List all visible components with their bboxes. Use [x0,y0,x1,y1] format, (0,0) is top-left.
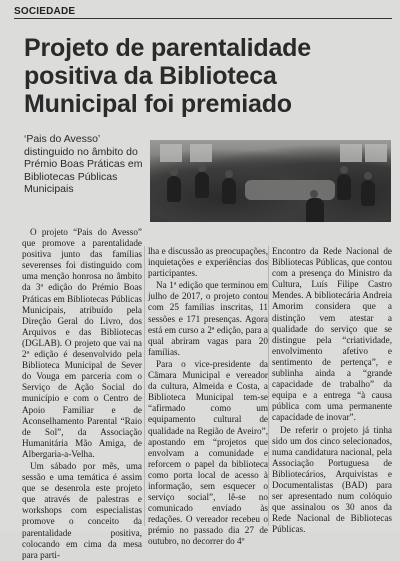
paragraph: O projeto “Pais do Avesso” que promove a parentalidade positiva junto das famílias severenses foi distinguido com uma menção honrosa no âmbito da 3ª edição do Prémio Boas Práticas em Bibliotecas Públicas Municipais, atribuído pela Direção Geral do Livro, dos Arquivos e das Bibliotecas (DGLAB). O projeto que vai na 2ª edição é desenvolvido pela Biblioteca Municipal de Sever do Vouga em parceria com o Serviço de Ação Social do município e com o Centro de Apoio Familiar e de Aconselhamento Parental “Raio de Sol”, da Associação Humanitária Mão Amiga, de Albergaria-a-Velha. [22,227,142,459]
photo-window [190,144,212,162]
photo-person [195,172,209,198]
column-divider [144,246,145,526]
photo-person [364,172,372,180]
photo-person [170,168,178,176]
paragraph: Um sábado por mês, uma sessão e uma temática é assim que se desenrola este projeto que através de palestras e workshops com especialistas promove o conceito da parentalidade positiva, colocando em cima da mesa para parti- [22,460,142,560]
photo-person [198,164,206,172]
section-label: SOCIEDADE [14,6,76,17]
photo-person [337,174,351,200]
photo-person [340,166,348,174]
article-column-3 [272,246,392,535]
article-column-1 [22,227,142,561]
paragraph: lha e discussão as preocupações, inquietações e experiências dos participantes. [148,246,268,279]
photo-person [361,180,375,206]
section-header [14,6,392,19]
lead-paragraph: ‘Pais do Avesso’ distinguido no âmbito do Prémio Boas Práticas em Bibliotecas Públicas Municipais [24,133,143,196]
photo-window [160,144,182,162]
paragraph: Para o vice-presidente da Câmara Municipal e vereador da cultura, Almeida e Costa, a Biblioteca Municipal tem-se “afirmado como um equipamento cultural de qualidade na Região de Aveiro”, apostando em “projetos que envolvam a comunidade e reforcem o papel da biblioteca como porta local de acesso à informação, sem esquecer o serviço social”, lê-se no comunicado enviado às redações. O vereador recebeu o prémio no passado dia 27 de outubro, no decorrer do 4º [148,358,268,547]
photo-person [225,170,233,178]
paragraph: De referir o projeto já tinha sido um dos cinco selecionados, numa candidatura nacional, pela Associação Portuguesa de Bibliotecários, Arquivistas e Documentalistas (BAD) para ser apresentado num colóquio que assinalou os 30 anos da Rede Nacional de Bibliotecas Públicas. [272,424,392,535]
headline: Projeto de parentalidade positiva da Biblioteca Municipal foi premiado [24,34,311,118]
photo-person [222,178,236,204]
photo-person [167,176,181,202]
article-photo [150,140,391,222]
photo-window [365,144,387,162]
photo-person [310,190,318,198]
paragraph: Encontro da Rede Nacional de Bibliotecas Públicas, que contou com a presença do Ministro da Cultura, Luís Filipe Castro Mendes. A bibliotecária Andreia Amorim considera que a distinção vem atestar a qualidade do serviço que se distingue pela “criatividade, envolvimento afetivo e sentimento de pertença”, e sublinha ainda a “grande capacidade de trabalho” da equipa e a entrega “à causa pública com uma permanente capacidade de inovar”. [272,246,392,423]
column-divider [268,246,269,526]
article-column-2 [148,246,268,548]
photo-person [306,198,324,222]
photo-window [340,144,362,162]
paragraph: Na 1ª edição que terminou em julho de 2017, o projeto contou com 25 famílias inscritas, 11 sessões e 171 presenças. Agora está em curso a 2ª edição, para a qual abriram vagas para 20 famílias. [148,280,268,357]
photo-table [245,180,335,200]
